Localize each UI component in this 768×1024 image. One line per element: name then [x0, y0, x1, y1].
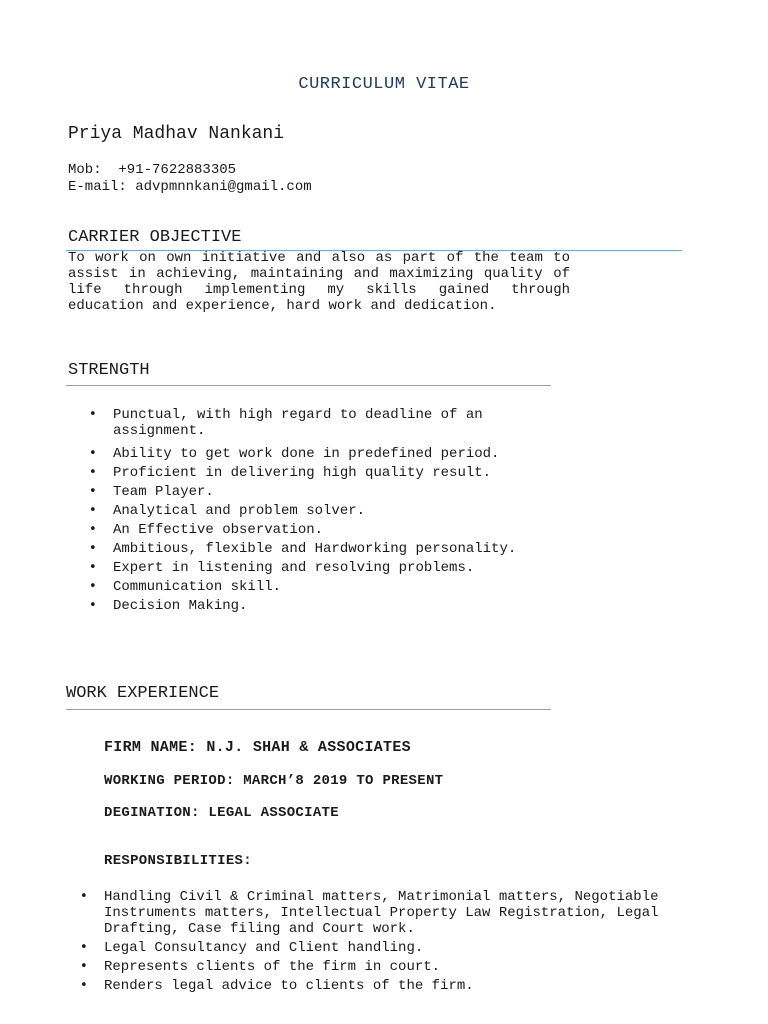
- list-item: • Punctual, with high regard to deadline of an assignment.: [113, 407, 551, 439]
- list-item: • Analytical and problem solver.: [113, 503, 551, 519]
- email-address: E-mail: advpmnnkani@gmail.com: [68, 179, 312, 195]
- strength-heading: STRENGTH: [68, 361, 150, 380]
- list-item: • Expert in listening and resolving problems.: [113, 560, 551, 576]
- working-period: WORKING PERIOD: MARCH’8 2019 TO PRESENT: [104, 773, 444, 789]
- list-item: • Decision Making.: [113, 598, 551, 614]
- list-item: • Represents clients of the firm in court.: [104, 959, 712, 975]
- list-item: • Team Player.: [113, 484, 551, 500]
- strength-divider: [66, 385, 551, 386]
- firm-name: FIRM NAME: N.J. SHAH & ASSOCIATES: [104, 739, 411, 756]
- document-title: CURRICULUM VITAE: [298, 75, 470, 94]
- responsibilities-heading: RESPONSIBILITIES:: [104, 853, 252, 869]
- list-item: • Handling Civil & Criminal matters, Matrimonial matters, Negotiable Instruments matters, Intellectual Property Law Registration, Legal Drafting, Case filing and Court work.: [104, 889, 712, 937]
- responsibilities-list: [104, 889, 712, 997]
- work-experience-divider: [66, 709, 551, 710]
- list-item: • Renders legal advice to clients of the firm.: [104, 978, 712, 994]
- work-experience-heading: WORK EXPERIENCE: [66, 684, 220, 703]
- objective-text: To work on own initiative and also as part of the team to assist in achieving, maintaining and maximizing quality of life through implementing my skills gained through education and experience, hard work and dedication.: [68, 250, 570, 314]
- designation: DEGINATION: LEGAL ASSOCIATE: [104, 805, 339, 821]
- strength-list: [113, 407, 551, 617]
- list-item: • Ambitious, flexible and Hardworking personality.: [113, 541, 551, 557]
- list-item: • Proficient in delivering high quality result.: [113, 465, 551, 481]
- list-item: • Communication skill.: [113, 579, 551, 595]
- objective-heading: CARRIER OBJECTIVE: [68, 228, 242, 247]
- mobile-number: Mob: +91-7622883305: [68, 162, 237, 178]
- list-item: • Legal Consultancy and Client handling.: [104, 940, 712, 956]
- list-item: • Ability to get work done in predefined period.: [113, 446, 551, 462]
- list-item: • An Effective observation.: [113, 522, 551, 538]
- candidate-name: Priya Madhav Nankani: [68, 124, 285, 144]
